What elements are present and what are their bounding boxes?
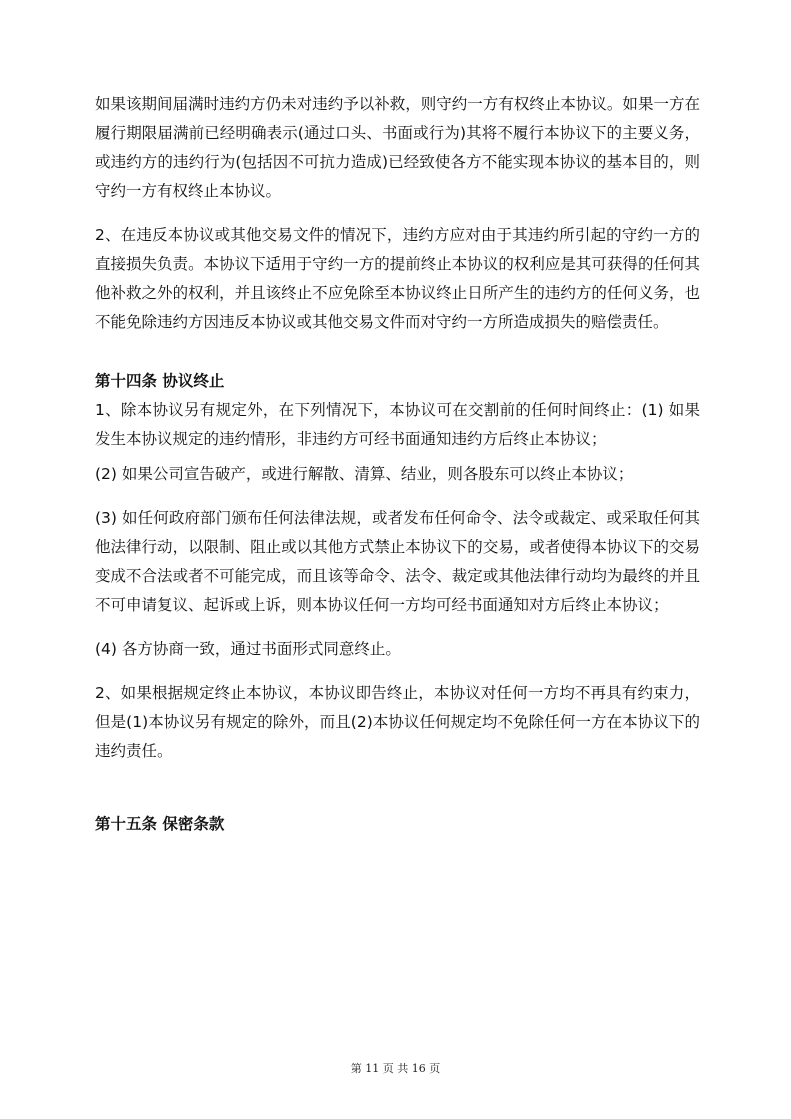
section-15-title: 第十五条 保密条款 <box>95 815 225 833</box>
document-body <box>95 90 700 839</box>
section-14-title: 第十四条 协议终止 <box>95 372 225 390</box>
section-14-item-3: (3) 如任何政府部门颁布任何法律法规，或者发布任何命令、法令或裁定、或采取任何其他法律行动，以限制、阻止或以其他方式禁止本协议下的交易，或者使得本协议下的交易变成不合法或者不可能完成，而且该等命令、法令、裁定或其他法律行动均为最终的并且不可申请复议、起诉或上诉，则本协议任何一方均可经书面通知对方后终止本协议； <box>95 509 700 614</box>
paragraph-termination-right: 如果该期间届满时违约方仍未对违约予以补救，则守约一方有权终止本协议。如果一方在履行期限届满前已经明确表示(通过口头、书面或行为)其将不履行本协议下的主要义务，或违约方的违约行为(包括因不可抗力造成)已经致使各方不能实现本协议的基本目的，则守约一方有权终止本协议。 <box>95 95 700 200</box>
page-number-footer: 第 11 页 共 16 页 <box>350 1062 441 1075</box>
section-14-item-5: 2、如果根据规定终止本协议，本协议即告终止，本协议对任何一方均不再具有约束力，但是(1)本协议另有规定的除外，而且(2)本协议任何规定均不免除任何一方在本协议下的违约责任。 <box>95 684 700 760</box>
section-14-item-2: (2) 如果公司宣告破产，或进行解散、清算、结业，则各股东可以终止本协议； <box>95 465 634 483</box>
section-14-item-1: 1、除本协议另有规定外，在下列情况下，本协议可在交割前的任何时间终止：(1) 如果发生本协议规定的违约情形，非违约方可经书面通知违约方后终止本协议； <box>95 401 700 448</box>
paragraph-breach-liability: 2、在违反本协议或其他交易文件的情况下，违约方应对由于其违约所引起的守约一方的直接损失负责。本协议下适用于守约一方的提前终止本协议的权利应是其可获得的任何其他补救之外的权利，并且该终止不应免除至本协议终止日所产生的违约方的任何义务，也不能免除违约方因违反本协议或其他交易文件而对守约一方所造成损失的赔偿责任。 <box>95 226 700 331</box>
section-14-item-4: (4) 各方协商一致，通过书面形式同意终止。 <box>95 640 401 658</box>
